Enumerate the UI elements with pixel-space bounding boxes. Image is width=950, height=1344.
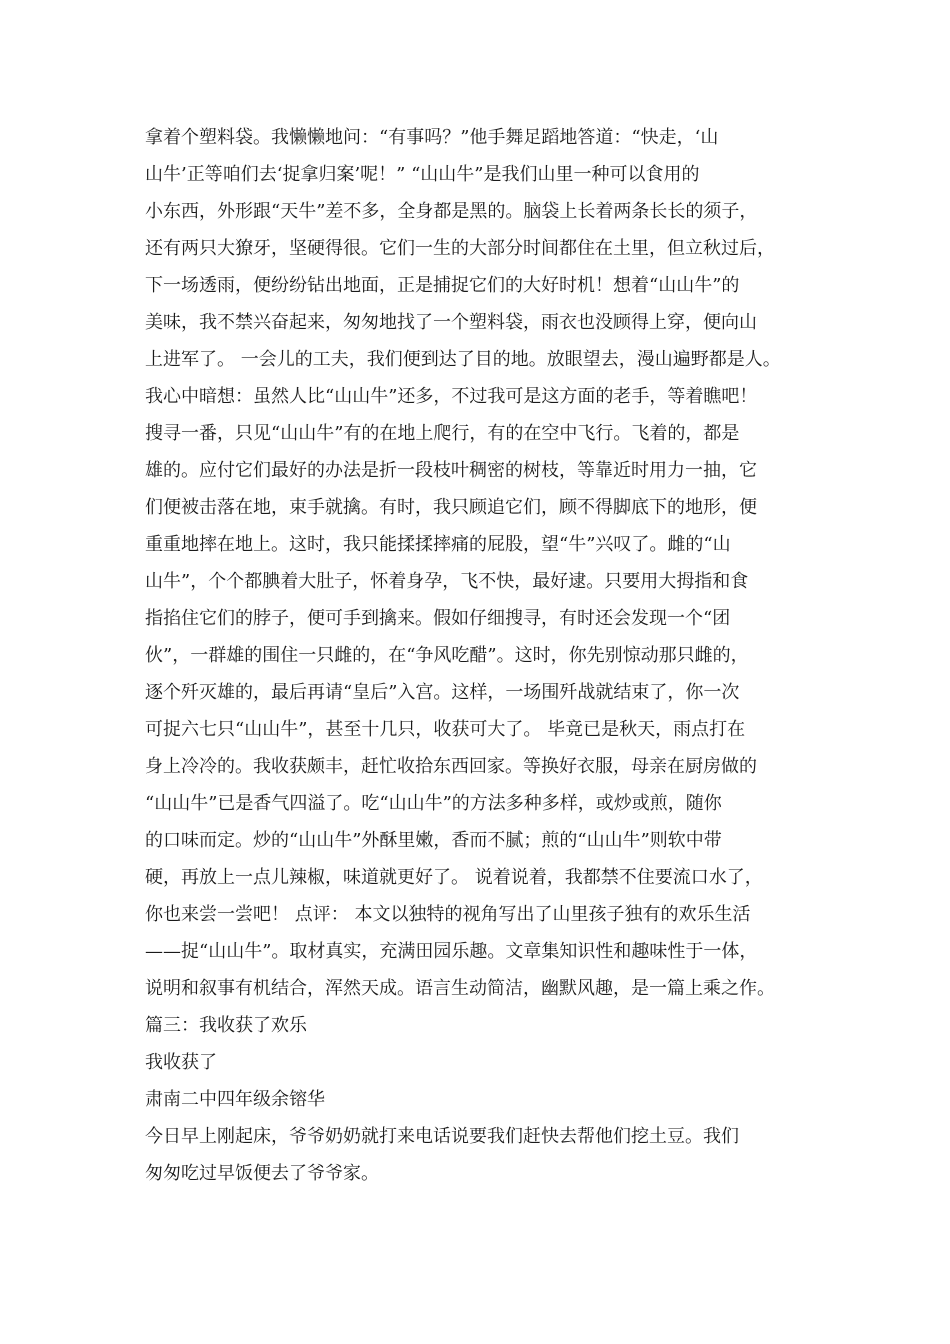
text-line: 身上冷冷的。我收获颇丰，赶忙收拾东西回家。等换好衣服，母亲在厨房做的 (145, 756, 757, 777)
text-line: 还有两只大獠牙，坚硬得很。它们一生的大部分时间都住在土里，但立秋过后， (145, 238, 775, 259)
text-line: 下一场透雨，便纷纷钻出地面，正是捕捉它们的大好时机！想着“山山牛”的 (145, 275, 740, 296)
text-line: 搜寻一番，只见“山山牛”有的在地上爬行，有的在空中飞行。飞着的，都是 (145, 423, 740, 444)
text-line: 硬，再放上一点儿辣椒，味道就更好了。 说着说着，我都禁不住要流口水了， (145, 867, 763, 888)
text-line: 你也来尝一尝吧！ 点评： 本文以独特的视角写出了山里孩子独有的欢乐生活 (145, 904, 751, 925)
text-line: 指掐住它们的脖子，便可手到擒来。假如仔细搜寻，有时还会发现一个“团 (145, 608, 731, 629)
text-line: 匆匆吃过早饭便去了爷爷家。 (145, 1163, 379, 1184)
text-line: 山牛”，个个都腆着大肚子，怀着身孕，飞不快，最好逮。只要用大拇指和食 (145, 571, 749, 592)
text-line: 伙”，一群雄的围住一只雌的，在“争风吃醋”。这时，你先别惊动那只雌的， (145, 645, 749, 666)
text-line: 今日早上刚起床，爷爷奶奶就打来电话说要我们赶快去帮他们挖土豆。我们 (145, 1126, 739, 1147)
text-line: 小东西，外形跟“天牛”差不多，全身都是黑的。脑袋上长着两条长长的须子， (145, 201, 758, 222)
text-line: 的口味而定。炒的“山山牛”外酥里嫩，香而不腻；煎的“山山牛”则软中带 (145, 830, 722, 851)
text-line: 重重地摔在地上。这时，我只能揉揉摔痛的屁股，望“牛”兴叹了。雌的“山 (145, 534, 731, 555)
text-line: 们便被击落在地，束手就擒。有时，我只顾追它们，顾不得脚底下的地形，便 (145, 497, 757, 518)
text-line: 说明和叙事有机结合，浑然天成。语言生动简洁，幽默风趣，是一篇上乘之作。 (145, 978, 775, 999)
article-author: 肃南二中四年级余镕华 (145, 1089, 325, 1110)
section-heading: 篇三：我收获了欢乐 (145, 1015, 307, 1036)
text-line: ——捉“山山牛”。取材真实，充满田园乐趣。文章集知识性和趣味性于一体， (145, 941, 758, 962)
text-line: 逐个歼灭雄的，最后再请“皇后”入宫。这样，一场围歼战就结束了，你一次 (145, 682, 740, 703)
text-line: 上进军了。 一会儿的工夫，我们便到达了目的地。放眼望去，漫山遍野都是人。 (145, 349, 781, 370)
text-line: 美味，我不禁兴奋起来，匆匆地找了一个塑料袋，雨衣也没顾得上穿，便向山 (145, 312, 757, 333)
text-line: 山牛’正等咱们去‘捉拿归案’呢！” “山山牛”是我们山里一种可以食用的 (145, 164, 700, 185)
text-line: 可捉六七只“山山牛”，甚至十几只，收获可大了。 毕竟已是秋天，雨点打在 (145, 719, 746, 740)
text-line: 我心中暗想：虽然人比“山山牛”还多，不过我可是这方面的老手，等着瞧吧！ (145, 386, 758, 407)
text-line: 雄的。应付它们最好的办法是折一段枝叶稠密的树枝，等靠近时用力一抽，它 (145, 460, 757, 481)
text-line: “山山牛”已是香气四溢了。吃“山山牛”的方法多种多样，或炒或煎，随你 (145, 793, 722, 814)
article-title: 我收获了 (145, 1052, 217, 1073)
text-line: 拿着个塑料袋。我懒懒地问：“有事吗？”他手舞足蹈地答道：“快走，‘山 (145, 127, 719, 148)
